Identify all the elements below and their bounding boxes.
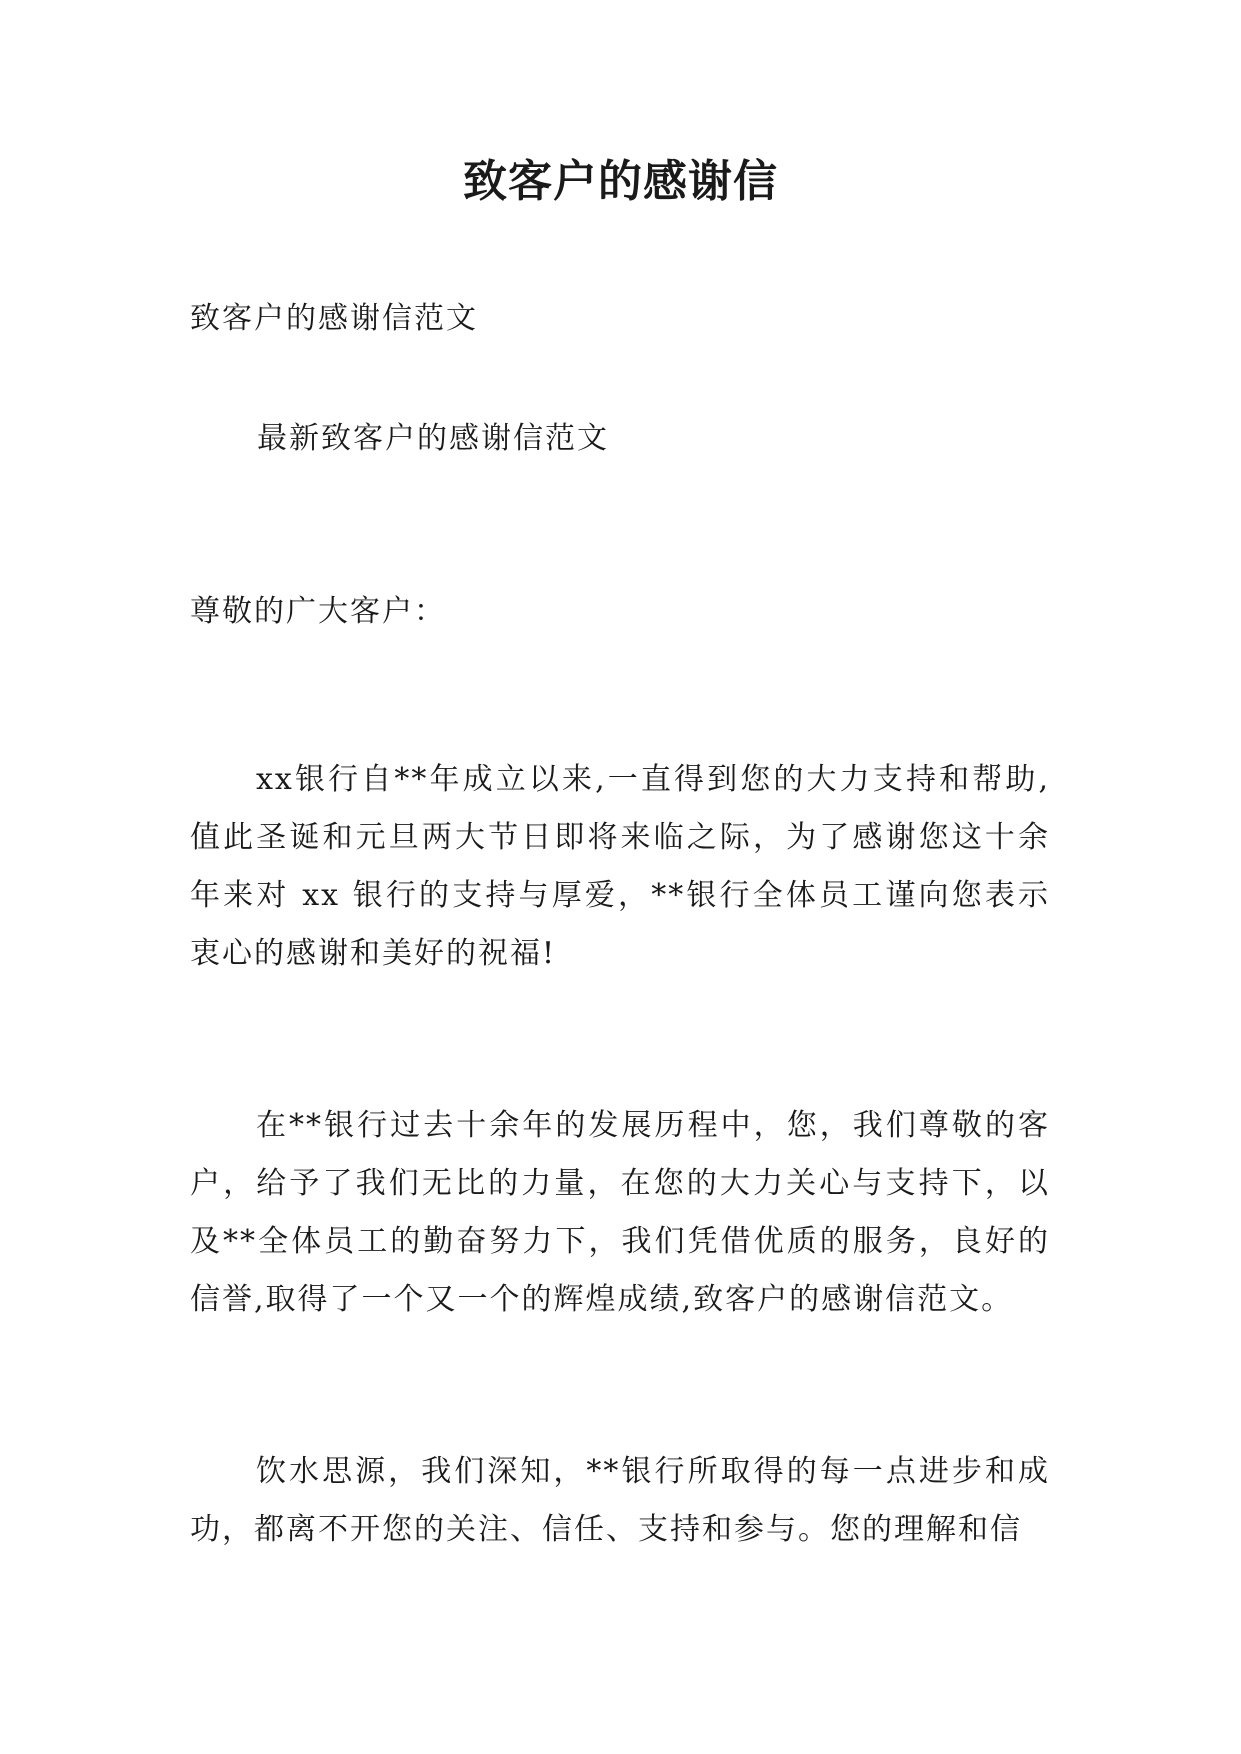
document-title: 致客户的感谢信 [463, 156, 778, 207]
paragraph-3: 饮水思源，我们深知，**银行所取得的每一点进步和成功，都离不开您的关注、信任、支持和参与。您的理解和信 [190, 1454, 1050, 1547]
paragraph-2: 在**银行过去十余年的发展历程中，您，我们尊敬的客户，给予了我们无比的力量，在您的大力关心与支持下，以及**全体员工的勤奋努力下，我们凭借优质的服务，良好的信誉,取得了一个又一个的辉煌成绩,致客户的感谢信范文。 [190, 1108, 1050, 1317]
paragraph-1: xx银行自**年成立以来,一直得到您的大力支持和帮助,值此圣诞和元旦两大节日即将来临之际，为了感谢您这十余年来对 xx 银行的支持与厚爱，**银行全体员工谨向您表示衷心的感谢和美好的祝福! [190, 762, 1050, 971]
document-subtitle: 致客户的感谢信范文 [190, 301, 478, 336]
letter-greeting: 尊敬的广大客户： [190, 594, 446, 629]
document-subtitle-secondary: 最新致客户的感谢信范文 [257, 421, 609, 456]
